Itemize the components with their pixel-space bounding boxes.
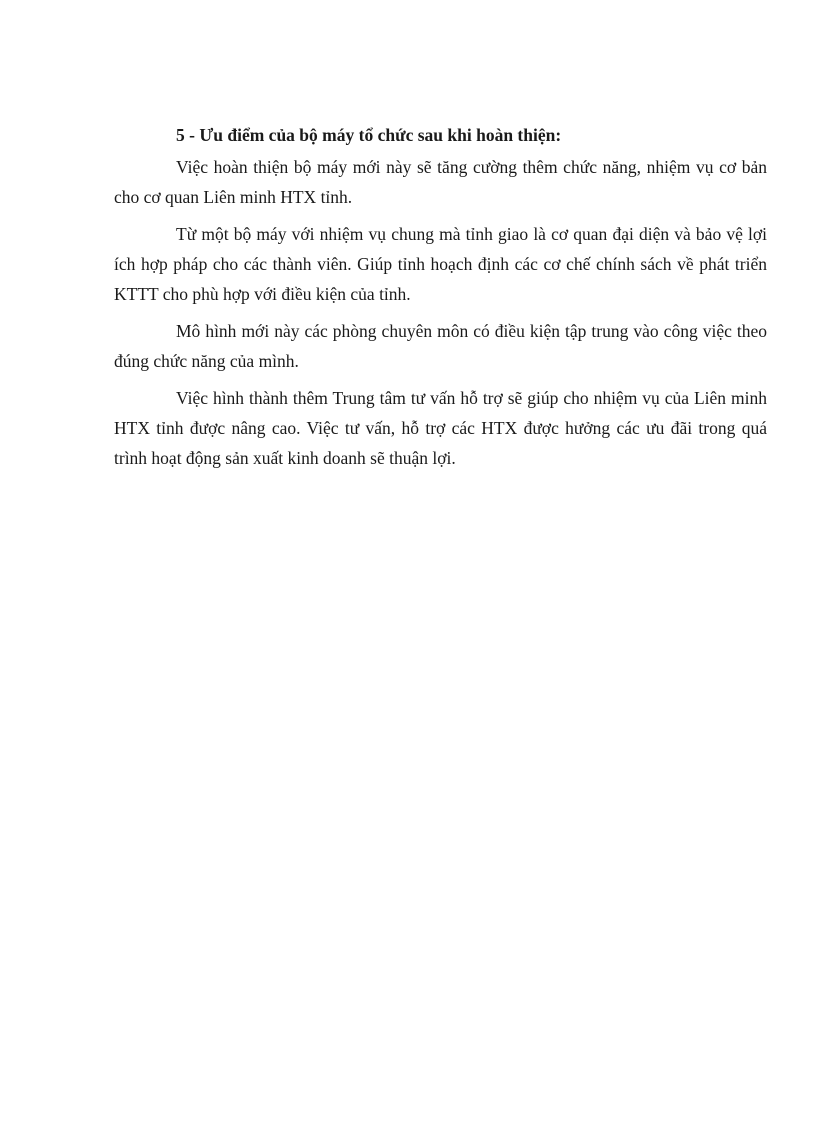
paragraph-1: Việc hoàn thiện bộ máy mới này sẽ tăng cường thêm chức năng, nhiệm vụ cơ bản cho cơ quan Liên minh HTX tỉnh. (114, 157, 767, 207)
paragraph-2: Từ một bộ máy với nhiệm vụ chung mà tỉnh giao là cơ quan đại diện và bảo vệ lợi ích hợp pháp cho các thành viên. Giúp tỉnh hoạch định các cơ chế chính sách về phát triển KTTT cho phù hợp với điều kiện của tỉnh. (114, 224, 767, 304)
document-body (114, 120, 767, 480)
paragraph-4: Việc hình thành thêm Trung tâm tư vấn hỗ trợ sẽ giúp cho nhiệm vụ của Liên minh HTX tỉnh được nâng cao. Việc tư vấn, hỗ trợ các HTX được hưởng các ưu đãi trong quá trình hoạt động sản xuất kinh doanh sẽ thuận lợi. (114, 388, 767, 468)
paragraph-3: Mô hình mới này các phòng chuyên môn có điều kiện tập trung vào công việc theo đúng chức năng của mình. (114, 321, 767, 371)
section-heading: 5 - Ưu điểm của bộ máy tổ chức sau khi hoàn thiện: (176, 125, 562, 145)
